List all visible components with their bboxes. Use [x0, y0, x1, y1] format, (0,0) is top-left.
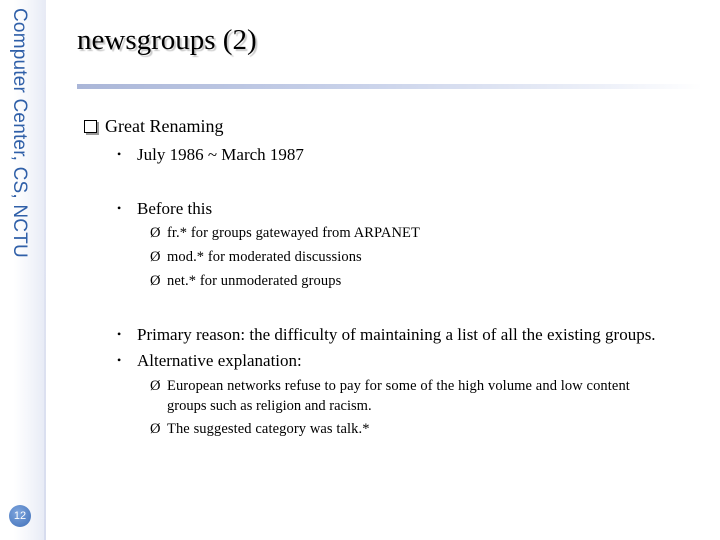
date-item: [117, 145, 304, 165]
alt-item-text: Alternative explanation:: [137, 351, 302, 370]
dot-bullet-icon: •: [117, 201, 122, 215]
arrow-bullet-icon: Ø: [150, 421, 161, 437]
arrow-bullet-icon: Ø: [150, 273, 161, 289]
dot-bullet-icon: •: [117, 327, 122, 341]
before-subitem: [150, 273, 341, 290]
dot-bullet-icon: •: [117, 353, 122, 367]
alt-subitem-continuation: groups such as religion and racism.: [167, 398, 372, 414]
vertical-title: Computer Center, CS, NCTU: [9, 8, 30, 258]
title-rule: [77, 84, 702, 89]
alt-subitem: [150, 378, 630, 395]
date-item-text: July 1986 ~ March 1987: [137, 145, 304, 164]
arrow-bullet-icon: Ø: [150, 249, 161, 265]
arrow-bullet-icon: Ø: [150, 225, 161, 241]
heading-text: Great Renaming: [105, 116, 224, 136]
reason-item-text: Primary reason: the difficulty of maintaining a list of all the existing groups.: [137, 325, 656, 344]
before-subitem-text: mod.* for moderated discussions: [167, 249, 362, 265]
before-subitem: [150, 225, 420, 242]
arrow-bullet-icon: Ø: [150, 378, 161, 394]
checkbox-bullet-icon: [84, 120, 97, 133]
page-number-badge: 12: [9, 505, 31, 527]
alt-subitem: [150, 421, 370, 438]
before-item: [117, 199, 212, 219]
before-item-text: Before this: [137, 199, 213, 218]
before-subitem-text: fr.* for groups gatewayed from ARPANET: [167, 225, 420, 241]
before-subitem: [150, 249, 362, 266]
dot-bullet-icon: •: [117, 147, 122, 161]
reason-item: [117, 325, 656, 345]
alt-subitem-text: The suggested category was talk.*: [167, 421, 370, 437]
heading-item: [84, 116, 223, 137]
alt-subitem-text: European networks refuse to pay for some of the high volume and low content: [167, 378, 630, 394]
alt-item: [117, 351, 302, 371]
slide-title: newsgroups (2): [77, 24, 257, 56]
before-subitem-text: net.* for unmoderated groups: [167, 273, 342, 289]
